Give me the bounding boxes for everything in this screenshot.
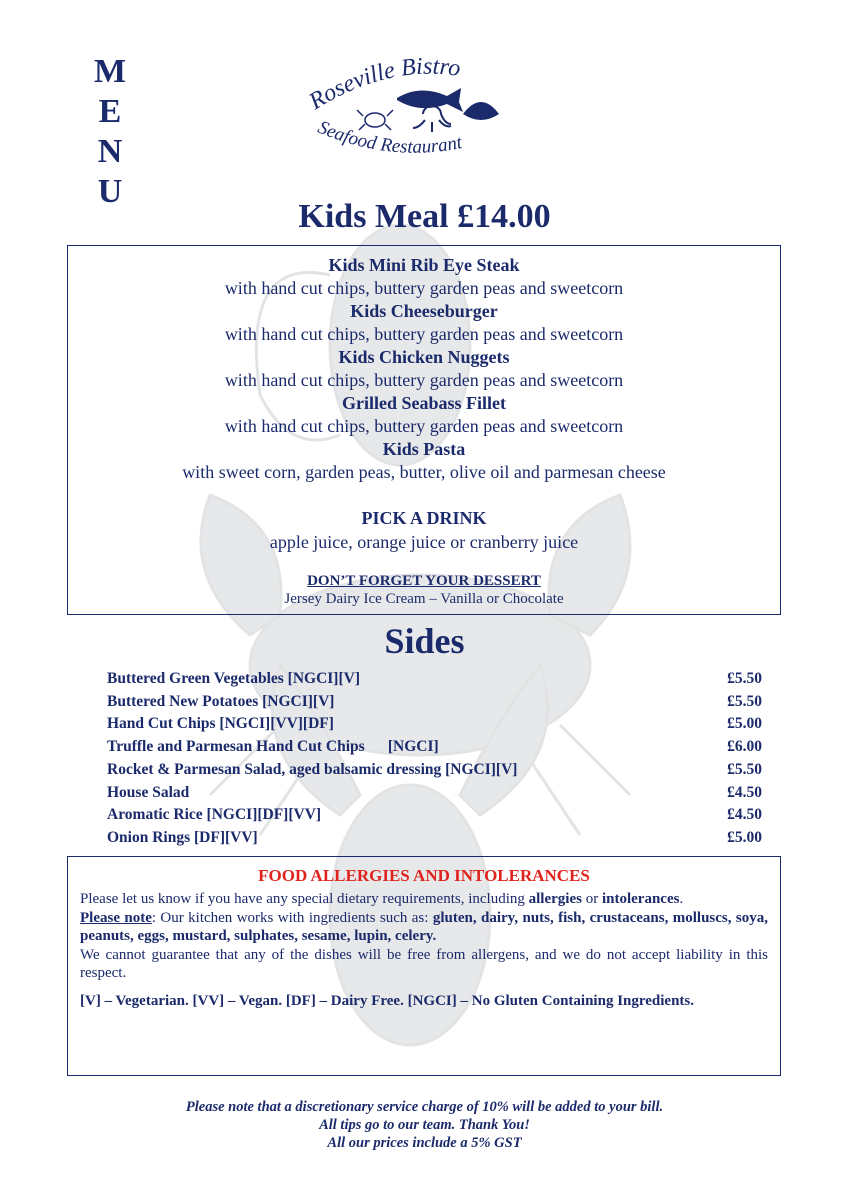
logo-text-bottom: Seafood Restaurant — [314, 116, 464, 158]
dessert-options: Jersey Dairy Ice Cream – Vanilla or Chocolate — [284, 591, 564, 607]
drink-options: apple juice, orange juice or cranberry juice — [269, 532, 579, 552]
dessert-title: DON’T FORGET YOUR DESSERT — [307, 573, 541, 589]
dish-description: with hand cut chips, buttery garden peas and sweetcorn — [224, 278, 624, 298]
side-name: Aromatic Rice [NGCI][DF][VV] — [107, 806, 322, 824]
dish-description: with hand cut chips, buttery garden peas and sweetcorn — [224, 416, 624, 436]
side-price: £5.00 — [727, 715, 762, 733]
or-word: or — [585, 891, 599, 907]
allergy-request-text: Please let us know if you have any special dietary requirements, including — [80, 891, 525, 907]
kids-meal-title: Kids Meal £14.00 — [298, 198, 551, 235]
liability-paragraph: We cannot guarantee that any of the dishes will be free from allergens, and we do not accept liability in this respect. — [80, 946, 768, 981]
side-price: £5.50 — [727, 760, 762, 778]
side-name: Onion Rings [DF][VV] — [107, 828, 258, 846]
side-price: £4.50 — [727, 783, 762, 801]
allergy-title: FOOD ALLERGIES AND INTOLERANCES — [258, 866, 590, 885]
allergy-notice-box — [67, 856, 781, 1076]
kids-meal-box — [67, 245, 781, 615]
side-price: £5.50 — [727, 670, 762, 687]
side-name: Hand Cut Chips [NGCI][VV][DF] — [107, 715, 334, 733]
menu-vertical-heading — [90, 52, 130, 212]
drink-title: PICK A DRINK — [361, 508, 487, 528]
side-item — [107, 804, 762, 827]
side-name: Rocket & Parmesan Salad, aged balsamic dressing [NGCI][V] — [107, 760, 518, 778]
menu-letter: N — [97, 133, 123, 170]
menu-letter: U — [97, 173, 123, 210]
dish-description: with hand cut chips, buttery garden peas and sweetcorn — [224, 370, 624, 390]
drink-section — [68, 506, 780, 554]
gst-note: All our prices include a 5% GST — [327, 1135, 522, 1151]
dessert-section — [68, 572, 780, 608]
dish-name: Kids Cheeseburger — [350, 301, 498, 321]
octopus-icon — [413, 106, 451, 132]
allergen-list: gluten, dairy, nuts, fish, crustaceans, molluscs, soya, peanuts, eggs, mustard, sulphates, sesame, lupin, celery. — [80, 909, 768, 944]
dish-name: Kids Mini Rib Eye Steak — [328, 255, 520, 275]
shell-icon — [463, 102, 499, 120]
crab-icon — [357, 110, 393, 130]
side-price: £5.00 — [727, 828, 762, 846]
allergies-word: allergies — [528, 891, 582, 907]
ingredients-paragraph — [80, 909, 768, 946]
footer-notes — [0, 1098, 849, 1152]
side-name: House Salad — [107, 783, 190, 801]
side-name: Buttered Green Vegetables [NGCI][V] — [107, 670, 360, 687]
intolerances-word: intolerances — [601, 891, 680, 907]
period: . — [679, 891, 684, 907]
dish-name: Kids Chicken Nuggets — [338, 347, 510, 367]
dish-name: Kids Pasta — [382, 439, 466, 459]
sides-list — [107, 668, 762, 850]
side-item — [107, 759, 762, 782]
side-price: £6.00 — [727, 738, 762, 756]
side-name: Buttered New Potatoes [NGCI][V] — [107, 692, 335, 710]
ingredients-intro: : Our kitchen works with ingredients such as: — [151, 909, 429, 926]
side-name: Truffle and Parmesan Hand Cut Chips [NGCI] — [107, 738, 439, 756]
side-item — [107, 827, 762, 850]
side-price: £5.50 — [727, 692, 762, 710]
tips-note: All tips go to our team. Thank You! — [319, 1117, 530, 1133]
sides-title: Sides — [384, 621, 465, 661]
dish-name: Grilled Seabass Fillet — [342, 393, 506, 413]
side-item — [107, 736, 762, 759]
side-item — [107, 668, 762, 691]
dish-description: with sweet corn, garden peas, butter, olive oil and parmesan cheese — [182, 462, 666, 482]
allergy-request-paragraph — [80, 890, 768, 909]
side-item — [107, 713, 762, 736]
fish-icon — [397, 88, 463, 112]
dish-description: with hand cut chips, buttery garden peas and sweetcorn — [224, 324, 624, 344]
service-charge-note: Please note that a discretionary service charge of 10% will be added to your bill. — [185, 1099, 664, 1115]
restaurant-logo — [305, 50, 545, 170]
dietary-legend: [V] – Vegetarian. [VV] – Vegan. [DF] – Dairy Free. [NGCI] – No Gluten Containing Ingredients. — [80, 992, 695, 1009]
kids-dish-list — [68, 246, 780, 484]
logo-text-top: Roseville Bistro — [305, 53, 463, 116]
side-item — [107, 782, 762, 805]
menu-letter: E — [98, 93, 122, 130]
menu-letter: M — [93, 53, 127, 90]
side-price: £4.50 — [727, 806, 762, 824]
side-item — [107, 691, 762, 714]
please-note-label: Please note — [80, 909, 152, 926]
